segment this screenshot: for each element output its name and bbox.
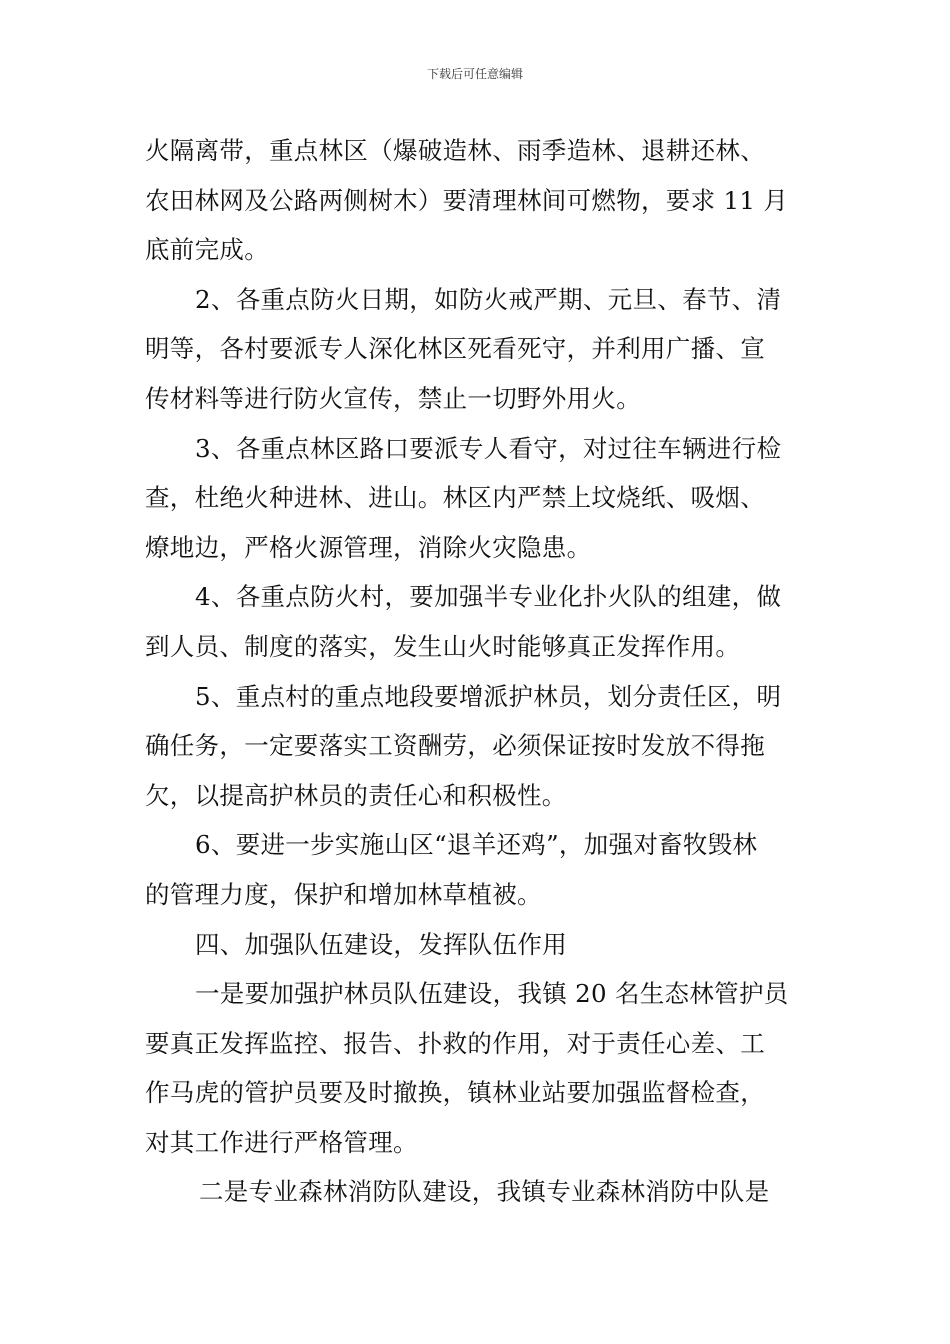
text-line: 火隔离带，重点林区（爆破造林、雨季造林、退耕还林、 [145, 136, 765, 165]
text-line: 二是专业森林消防队建设，我镇专业森林消防中队是 [199, 1177, 770, 1207]
text-line: 到人员、制度的落实，发生山火时能够真正发挥作用。 [145, 631, 741, 661]
page-header: 下载后可任意编辑 [426, 67, 523, 81]
text-line: 的管理力度，保护和增加林草植被。 [145, 879, 542, 909]
text-line: 确任务，一定要落实工资酬劳，必须保证按时发放不得拖 [145, 731, 765, 761]
text-line: 燎地边，严格火源管理，消除火灾隐患。 [145, 532, 592, 562]
text-line: 查，杜绝火种进林、进山。林区内严禁上坟烧纸、吸烟、 [145, 483, 765, 513]
text-line: 2、各重点防火日期，如防火戒严期、元旦、春节、清 [195, 284, 782, 314]
text-line: 明等，各村要派专人深化林区死看死守，并利用广播、宣 [145, 334, 765, 364]
text-line: 作马虎的管护员要及时撤换，镇林业站要加强监督检查， [145, 1078, 765, 1108]
text-line: 一是要加强护林员队伍建设，我镇 20 名生态林管护员 [195, 979, 789, 1009]
section-heading: 四、加强队伍建设，发挥队伍作用 [195, 929, 567, 959]
text-line: 底前完成。 [145, 235, 269, 265]
document-body [145, 126, 815, 1217]
text-line: 要真正发挥监控、报告、扑救的作用，对于责任心差、工 [145, 1028, 765, 1058]
text-line: 对其工作进行严格管理。 [145, 1127, 418, 1157]
text-line: 农田林网及公路两侧树木）要清理林间可燃物，要求 11 月 [145, 185, 789, 215]
text-line: 5、重点村的重点地段要增派护林员，划分责任区，明 [195, 681, 782, 711]
text-line: 6、要进一步实施山区“退羊还鸡”，加强对畜牧毁林 [195, 830, 758, 860]
text-line: 3、各重点林区路口要派专人看守，对过往车辆进行检 [195, 433, 782, 463]
text-line: 欠，以提高护林员的责任心和积极性。 [145, 780, 567, 810]
text-line: 传材料等进行防火宣传，禁止一切野外用火。 [145, 383, 641, 413]
text-line: 4、各重点防火村，要加强半专业化扑火队的组建，做 [195, 582, 782, 612]
